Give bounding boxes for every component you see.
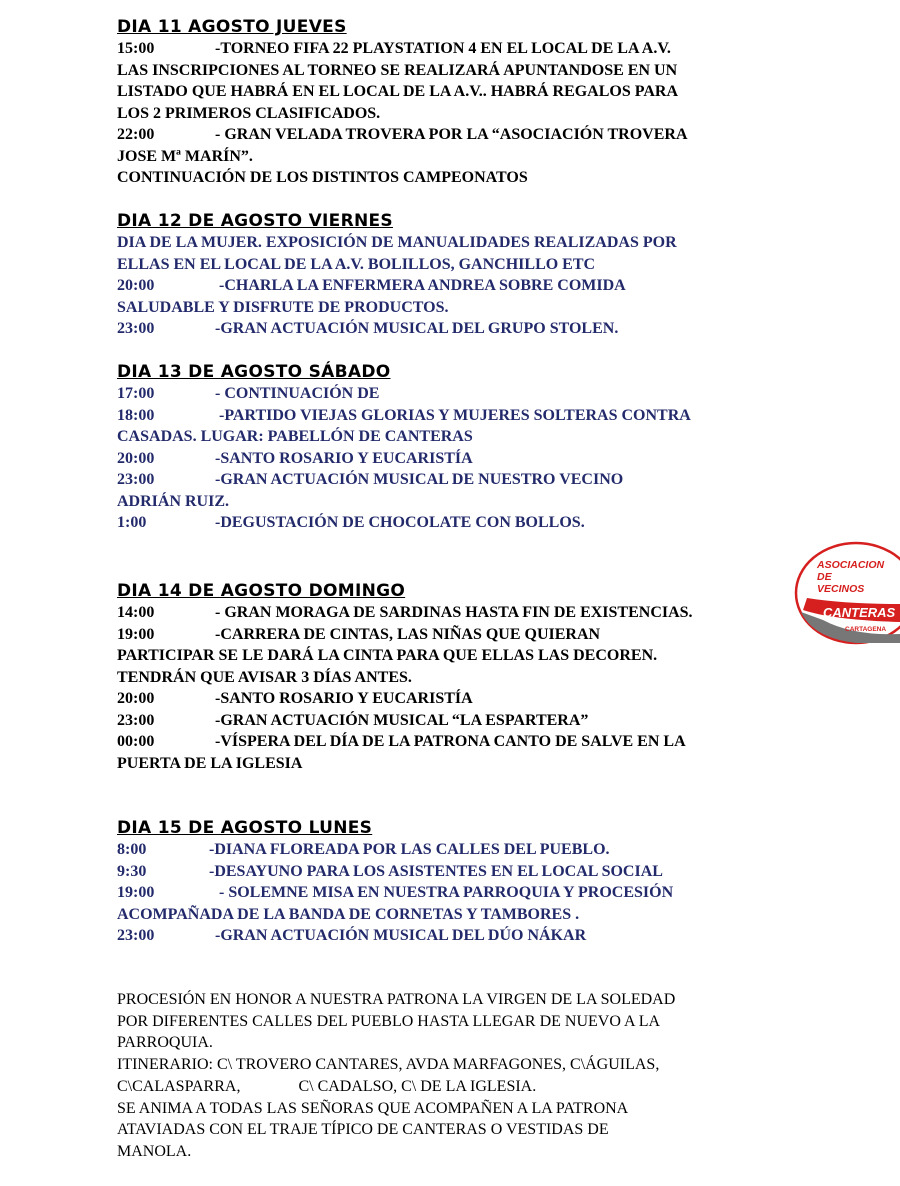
event-text: CASADAS. LUGAR: PABELLÓN DE CANTERAS (117, 428, 473, 445)
schedule-line (117, 624, 817, 646)
event-text: ELLAS EN EL LOCAL DE LA A.V. BOLILLOS, GANCHILLO ETC (117, 255, 596, 273)
event-text: -DEGUSTACIÓN DE CHOCOLATE CON BOLLOS. (215, 514, 585, 531)
association-logo (793, 540, 900, 646)
schedule-line (117, 753, 817, 775)
note-text: C\CALASPARRA, (117, 1077, 241, 1095)
event-text: -VÍSPERA DEL DÍA DE LA PATRONA CANTO DE SALVE EN LA (215, 733, 686, 750)
event-time: 00:00 (117, 733, 155, 750)
schedule-line (117, 602, 817, 624)
day-15-section (117, 817, 817, 947)
event-time: 23:00 (117, 927, 155, 944)
day-title: DIA 11 AGOSTO JUEVES (117, 17, 347, 37)
schedule-line (117, 38, 817, 60)
day-11-section (117, 16, 817, 189)
event-time: 23:00 (117, 711, 155, 729)
event-text: SALUDABLE Y DISFRUTE DE PRODUCTOS. (117, 298, 449, 316)
event-text: -DIANA FLOREADA POR LAS CALLES DEL PUEBLO. (209, 841, 610, 858)
note-line: ITINERARIO: C\ TROVERO CANTARES, AVDA MARFAGONES, C\ÁGUILAS, (117, 1056, 660, 1074)
event-time: 8:00 (117, 841, 147, 858)
logo-text: DE (817, 571, 832, 583)
schedule-line (117, 512, 817, 534)
schedule-line (117, 405, 817, 427)
event-text: PUERTA DE LA IGLESIA (117, 754, 303, 772)
schedule-line (117, 667, 817, 689)
event-text: - SOLEMNE MISA EN NUESTRA PARROQUIA Y PROCESIÓN (215, 884, 674, 901)
event-text: LISTADO QUE HABRÁ EN EL LOCAL DE LA A.V.. HABRÁ REGALOS PARA (117, 83, 678, 100)
event-text: LAS INSCRIPCIONES AL TORNEO SE REALIZARÁ APUNTANDOSE EN UN (117, 61, 678, 79)
schedule-line (117, 688, 817, 710)
schedule-line (117, 167, 817, 189)
event-text: -TORNEO FIFA 22 PLAYSTATION 4 EN EL LOCAL DE LA A.V. (215, 40, 671, 57)
schedule-line (117, 904, 817, 926)
event-text: -SANTO ROSARIO Y EUCARISTÍA (215, 449, 473, 467)
event-time: 23:00 (117, 471, 155, 488)
event-time: 19:00 (117, 625, 155, 643)
note-text: C\ CADALSO, C\ DE LA IGLESIA. (298, 1077, 537, 1095)
event-text: -CHARLA LA ENFERMERA ANDREA SOBRE COMIDA (215, 277, 626, 294)
event-text: -GRAN ACTUACIÓN MUSICAL DEL GRUPO STOLEN. (215, 320, 619, 337)
schedule-line (117, 426, 817, 448)
schedule-line (117, 469, 817, 491)
schedule-line (117, 146, 817, 168)
note-line: MANOLA. (117, 1142, 192, 1160)
event-text: PARTICIPAR SE LE DARÁ LA CINTA PARA QUE ELLAS LAS DECOREN. (117, 647, 658, 664)
note-line: PARROQUIA. (117, 1034, 213, 1052)
event-time: 20:00 (117, 277, 155, 294)
day-title: DIA 14 DE AGOSTO DOMINGO (117, 581, 406, 601)
day-14-section (117, 580, 817, 774)
event-text: DIA DE LA MUJER. EXPOSICIÓN DE MANUALIDADES REALIZADAS POR (117, 234, 677, 251)
day-12-section (117, 210, 817, 340)
schedule-line (117, 645, 817, 667)
logo-text: CANTERAS (823, 605, 896, 620)
event-text: - GRAN VELADA TROVERA POR LA “ASOCIACIÓN TROVERA (215, 126, 688, 143)
event-time: 23:00 (117, 320, 155, 337)
schedule-line (117, 710, 817, 732)
schedule-line (117, 103, 817, 125)
event-text: CONTINUACIÓN DE LOS DISTINTOS CAMPEONATOS (117, 169, 528, 186)
note-line: POR DIFERENTES CALLES DEL PUEBLO HASTA LLEGAR DE NUEVO A LA (117, 1012, 661, 1030)
day-title: DIA 12 DE AGOSTO VIERNES (117, 211, 393, 231)
schedule-line (117, 60, 817, 82)
schedule-line (117, 491, 817, 513)
event-time: 19:00 (117, 884, 155, 901)
day-title: DIA 13 DE AGOSTO SÁBADO (117, 362, 391, 382)
event-text: -DESAYUNO PARA LOS ASISTENTES EN EL LOCAL SOCIAL (209, 862, 663, 880)
event-time: 14:00 (117, 604, 155, 621)
schedule-line (117, 297, 817, 319)
schedule-line (117, 839, 817, 861)
note-line (117, 1076, 817, 1098)
schedule-line (117, 275, 817, 297)
event-text: - GRAN MORAGA DE SARDINAS HASTA FIN DE EXISTENCIAS. (215, 604, 693, 621)
event-text: - CONTINUACIÓN DE (215, 385, 380, 402)
schedule-line (117, 861, 817, 883)
schedule-line (117, 731, 817, 753)
event-text: ADRIÁN RUIZ. (117, 492, 230, 510)
day-13-section (117, 361, 817, 534)
day-11-lines (117, 38, 817, 189)
event-time: 18:00 (117, 406, 155, 424)
event-time: 9:30 (117, 862, 147, 880)
procession-note (117, 989, 817, 1163)
event-time: 1:00 (117, 514, 147, 531)
event-time: 15:00 (117, 40, 155, 57)
event-text: -GRAN ACTUACIÓN MUSICAL “LA ESPARTERA” (215, 711, 589, 729)
note-line: ATAVIADAS CON EL TRAJE TÍPICO DE CANTERAS O VESTIDAS DE (117, 1121, 609, 1139)
event-text: -GRAN ACTUACIÓN MUSICAL DEL DÚO NÁKAR (215, 927, 587, 944)
event-text: LOS 2 PRIMEROS CLASIFICADOS. (117, 104, 381, 122)
schedule-line (117, 318, 817, 340)
schedule-line (117, 81, 817, 103)
schedule-line (117, 448, 817, 470)
event-text: -SANTO ROSARIO Y EUCARISTÍA (215, 690, 473, 707)
logo-text: VECINOS (817, 583, 865, 595)
event-text: -PARTIDO VIEJAS GLORIAS Y MUJERES SOLTERAS CONTRA (215, 406, 691, 424)
event-text: -GRAN ACTUACIÓN MUSICAL DE NUESTRO VECINO (215, 471, 624, 488)
schedule-line (117, 383, 817, 405)
event-text: -CARRERA DE CINTAS, LAS NIÑAS QUE QUIERAN (215, 625, 601, 643)
schedule-line (117, 232, 817, 254)
event-text: ACOMPAÑADA DE LA BANDA DE CORNETAS Y TAMBORES . (117, 905, 580, 923)
day-title: DIA 15 DE AGOSTO LUNES (117, 818, 373, 838)
schedule-line (117, 925, 817, 947)
schedule-line (117, 882, 817, 904)
event-time: 20:00 (117, 690, 155, 707)
logo-text: ASOCIACION (817, 559, 885, 571)
note-line: PROCESIÓN EN HONOR A NUESTRA PATRONA LA VIRGEN DE LA SOLEDAD (117, 991, 676, 1008)
note-line: SE ANIMA A TODAS LAS SEÑORAS QUE ACOMPAÑEN A LA PATRONA (117, 1099, 629, 1117)
event-text: TENDRÁN QUE AVISAR 3 DÍAS ANTES. (117, 668, 412, 686)
logo-text: CARTAGENA (845, 626, 887, 633)
event-text: JOSE Mª MARÍN”. (117, 147, 253, 165)
event-time: 20:00 (117, 449, 155, 467)
event-time: 22:00 (117, 126, 155, 143)
event-time: 17:00 (117, 385, 155, 402)
schedule-line (117, 124, 817, 146)
schedule-line (117, 254, 817, 276)
